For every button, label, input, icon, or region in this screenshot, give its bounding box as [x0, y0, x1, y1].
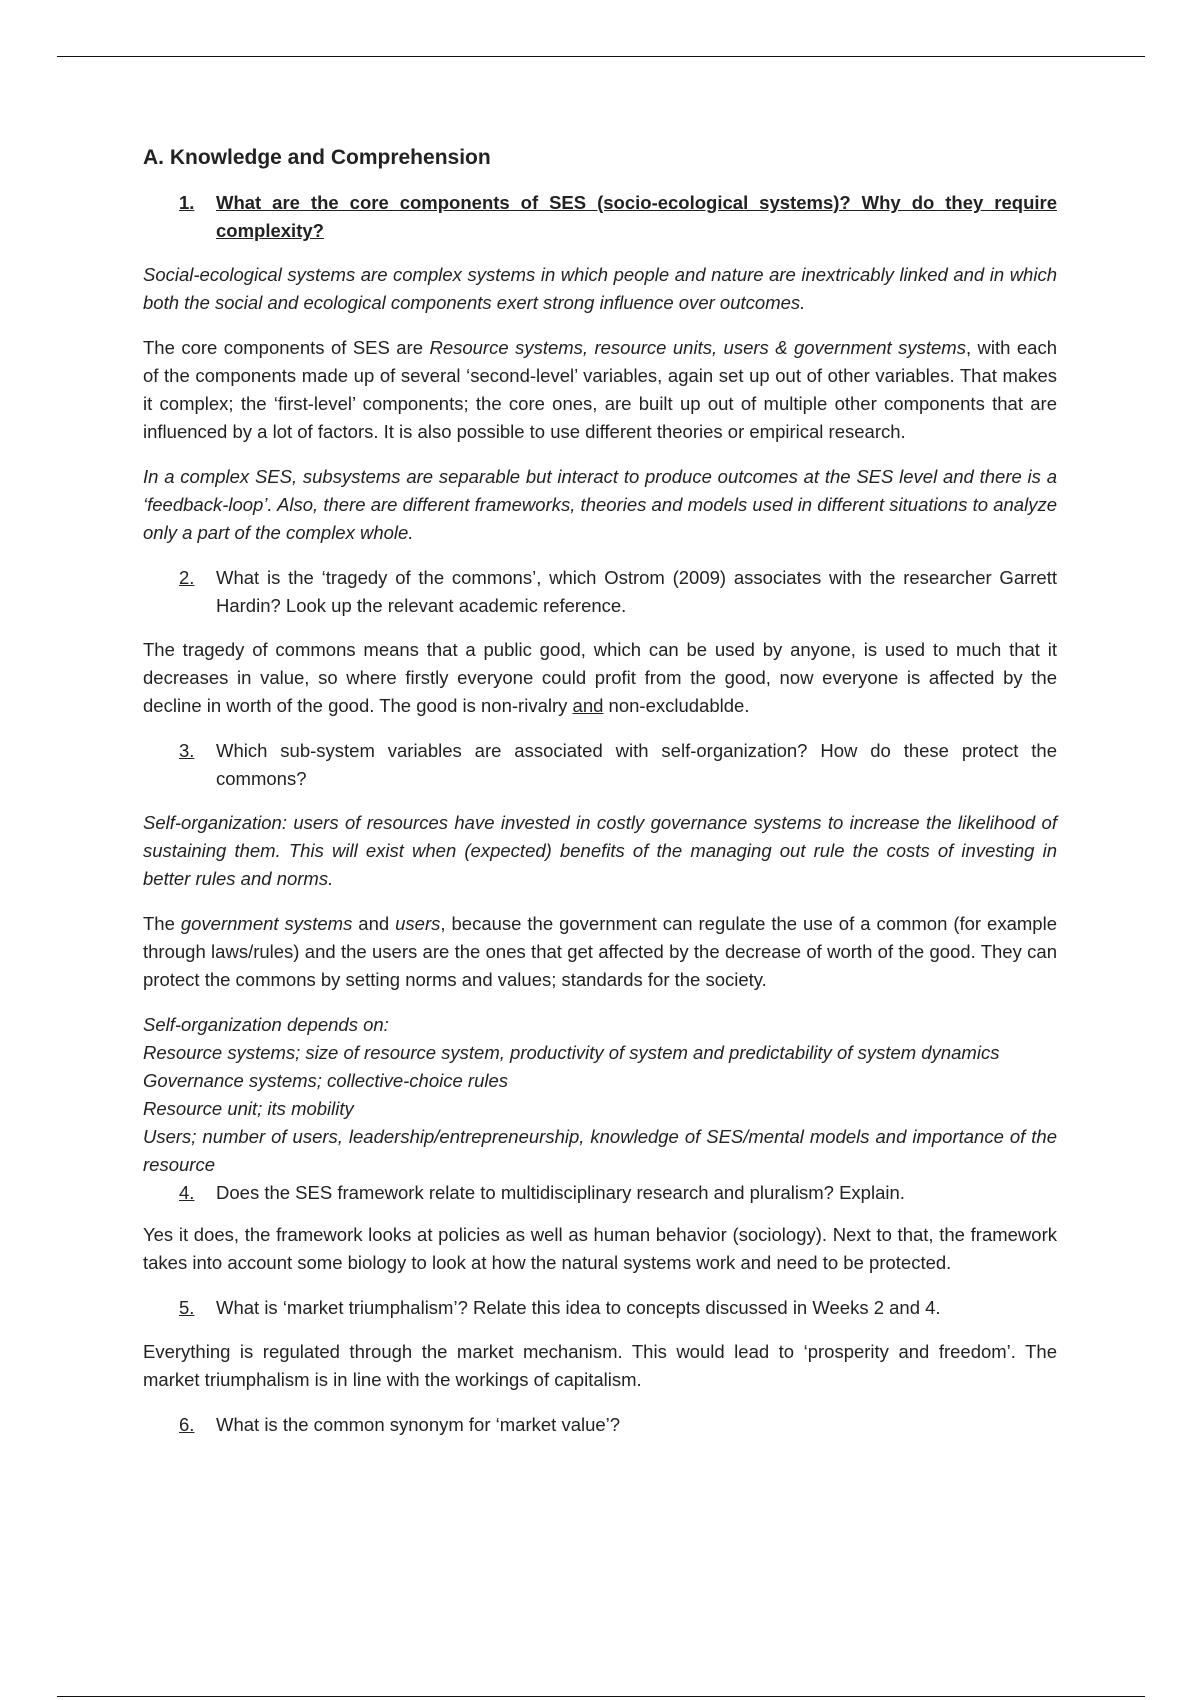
answer-3-paragraph-2: [143, 910, 1057, 994]
question-number: 2.: [179, 567, 195, 588]
question-2: [143, 564, 1057, 620]
text-run-italic: government systems: [180, 913, 353, 934]
text-run: The: [143, 913, 181, 934]
list-item: Resource unit; its mobility: [143, 1098, 354, 1119]
question-text: What is the common synonym for ‘market value’?: [216, 1414, 621, 1435]
question-number: 1.: [179, 192, 195, 213]
text-run: The tragedy of commons means that a public good, which can be used by anyone, is used to much that it decreases in value, so where firstly everyone could profit from the good, now everyone is affected by the decline in worth of the good. The good is non-rivalry: [143, 639, 1057, 716]
text-run: The core components of SES are: [143, 337, 430, 358]
header-rule: [57, 56, 1145, 57]
list-item: Users; number of users, leadership/entrepreneurship, knowledge of SES/mental models and importance of the resource: [143, 1126, 1057, 1175]
section-heading: A. Knowledge and Comprehension: [143, 146, 491, 169]
question-text: Which sub-system variables are associated with self-organization? How do these protect the commons?: [216, 740, 1057, 789]
question-4: [143, 1179, 1057, 1207]
answer-5-paragraph-1: Everything is regulated through the market mechanism. This would lead to ‘prosperity and freedom’. The market triumphalism is in line with the workings of capitalism.: [143, 1341, 1057, 1390]
list-item: Self-organization depends on:: [143, 1014, 389, 1035]
text-run: , with each of the components made up of several ‘second-level’ variables, again set up out of other variables. That makes it complex; the ‘first-level’ components; the core ones, are built up out of multiple other components that are influenced by a lot of factors. It is also possible to use different theories or empirical research.: [143, 337, 1057, 442]
question-number: 5.: [179, 1297, 195, 1318]
footer-rule: [57, 1696, 1145, 1697]
text-run-italic: Resource systems, resource units, users & government systems: [429, 337, 966, 358]
question-number: 3.: [179, 740, 195, 761]
question-number: 4.: [179, 1182, 195, 1203]
question-text: What is the ‘tragedy of the commons’, which Ostrom (2009) associates with the researcher Garrett Hardin? Look up the relevant academic reference.: [216, 567, 1057, 616]
question-5: [143, 1294, 1057, 1322]
text-run-italic: users: [395, 913, 441, 934]
text-run: , because the government can regulate the use of a common (for example through laws/rules) and the users are the ones that get affected by the decrease of worth of the good. They can protect the commons by setting norms and values; standards for the society.: [143, 913, 1057, 990]
question-1: [143, 189, 1057, 245]
answer-2-paragraph-1: [143, 636, 1057, 720]
self-organization-list: [143, 1011, 1057, 1179]
list-item: Resource systems; size of resource system, productivity of system and predictability of system dynamics: [143, 1042, 1000, 1063]
question-text: What are the core components of SES (socio-ecological systems)? Why do they require complexity?: [216, 192, 1057, 241]
answer-4-paragraph-1: Yes it does, the framework looks at policies as well as human behavior (sociology). Next to that, the framework takes into account some biology to look at how the natural systems work and need to be protected.: [143, 1224, 1057, 1273]
text-run: non-excludablde.: [603, 695, 750, 716]
answer-1-paragraph-3: In a complex SES, subsystems are separable but interact to produce outcomes at the SES level and there is a ‘feedback-loop’. Also, there are different frameworks, theories and models used in different situations to analyze only a part of the complex whole.: [143, 466, 1057, 543]
document-body: [143, 143, 1057, 1455]
question-text: What is ‘market triumphalism’? Relate this idea to concepts discussed in Weeks 2 and 4.: [216, 1297, 941, 1318]
text-run-underlined: and: [572, 695, 604, 716]
answer-1-paragraph-1: Social-ecological systems are complex systems in which people and nature are inextricably linked and in which both the social and ecological components exert strong influence over outcomes.: [143, 264, 1057, 313]
question-number: 6.: [179, 1414, 195, 1435]
answer-3-paragraph-1: Self-organization: users of resources have invested in costly governance systems to increase the likelihood of sustaining them. This will exist when (expected) benefits of the managing out rule the costs of investing in better rules and norms.: [143, 812, 1057, 889]
answer-1-paragraph-2: [143, 334, 1057, 446]
list-item: Governance systems; collective-choice rules: [143, 1070, 509, 1091]
text-run: and: [352, 913, 396, 934]
question-text: Does the SES framework relate to multidisciplinary research and pluralism? Explain.: [216, 1182, 905, 1203]
question-6: [143, 1411, 1057, 1439]
question-3: [143, 737, 1057, 793]
